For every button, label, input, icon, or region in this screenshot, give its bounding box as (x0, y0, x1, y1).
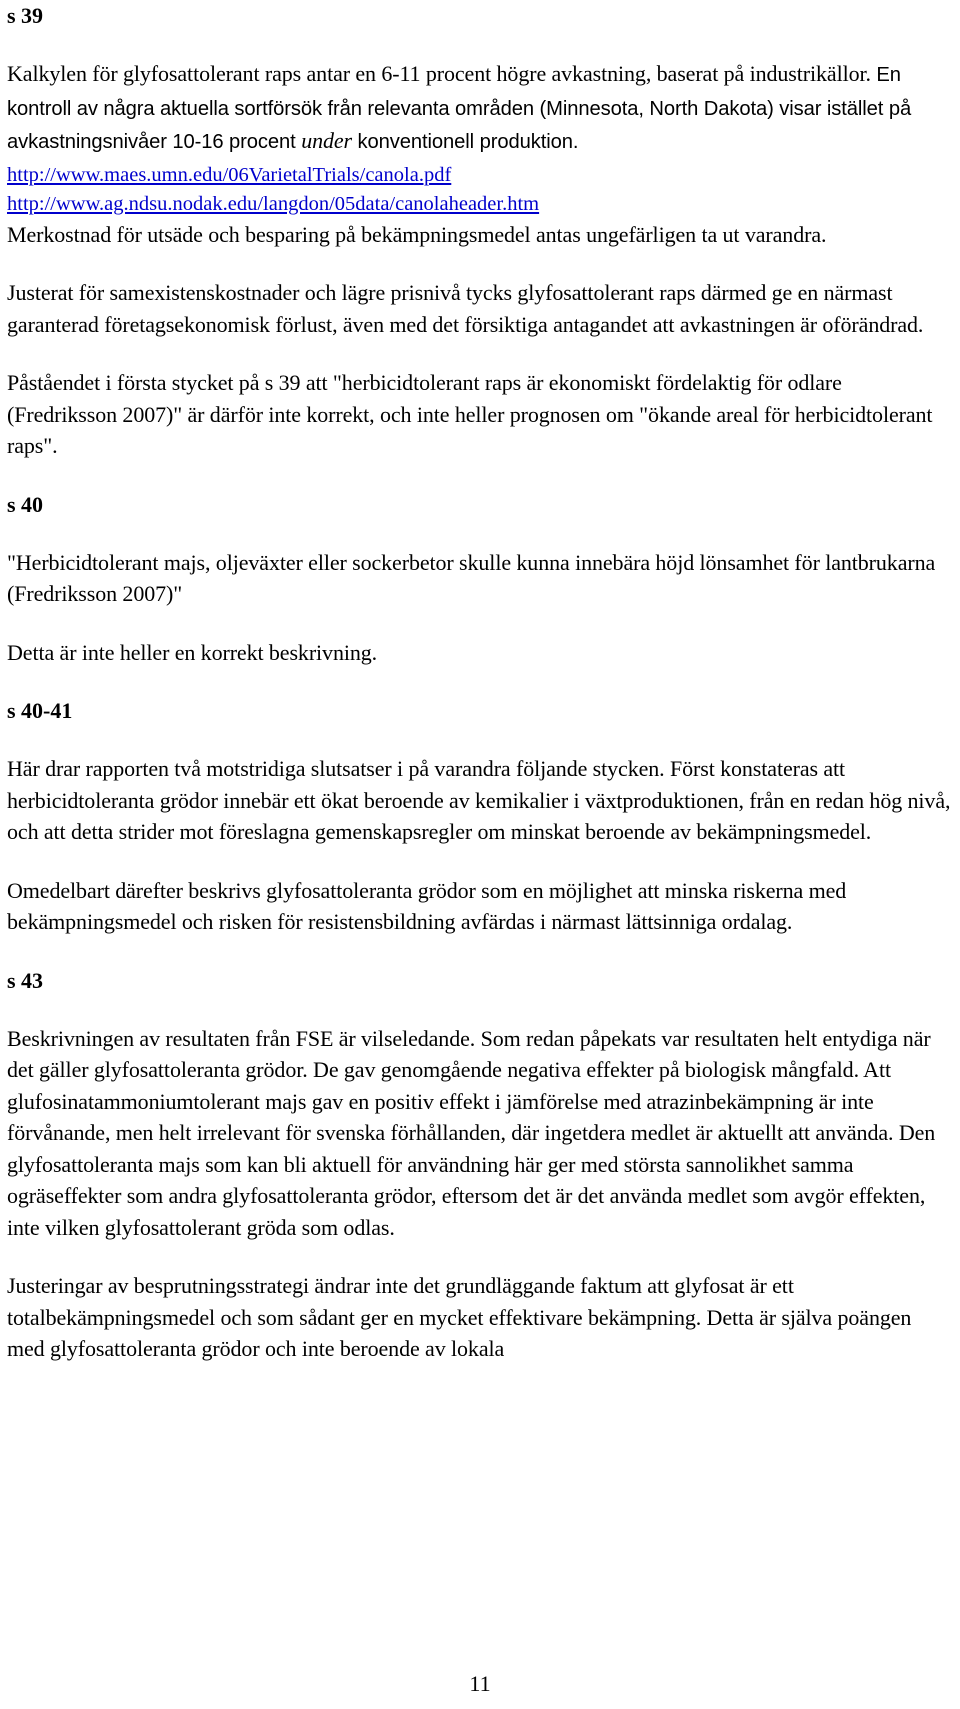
section-heading-s40: s 40 (7, 491, 44, 517)
link-maes-canola[interactable]: http://www.maes.umn.edu/06VarietalTrials/canola.pdf (7, 163, 452, 186)
paragraph-merkostnad: Merkostnad för utsäde och besparing på bekämpningsmedel antas ungefärligen ta ut varandra. (7, 221, 827, 247)
paragraph-herbicid-quote: "Herbicidtolerant majs, oljeväxter eller sockerbetor skulle kunna innebära höjd lönsamhet för lantbrukarna (Fredriksson 2007)" (7, 549, 936, 606)
intro-serif-text: Kalkylen för glyfosattolerant raps antar en 6-11 procent högre avkastning, baserat på industrikällor. (7, 61, 877, 86)
document-page (7, 0, 953, 1365)
paragraph-justerat: Justerat för samexistenskostnader och lägre prisnivå tycks glyfosattolerant raps därmed ge en närmast garanterad företagsekonomisk förlust, även med det försiktiga antagandet att avkastningen är oförändrad. (7, 280, 924, 337)
intro-paragraph (7, 58, 953, 159)
paragraph-detta: Detta är inte heller en korrekt beskrivning. (7, 639, 378, 665)
paragraph-har-drar: Här drar rapporten två motstridiga slutsatser i på varandra följande stycken. Först konstateras att herbicidtoleranta grödor innebär ett ökat beroende av kemikalier i växtproduktionen, från en redan hög nivå, och att detta strider mot föreslagna gemenskapsregler om minskat beroende av bekämpningsmedel. (7, 756, 951, 844)
link-line-2 (7, 190, 953, 219)
intro-sans-part-1: En kontroll av några aktuella sortförsök från relevanta områden (Minnesota, North Dakota) visar istället på avkastningsnivåer 10-16 procent (7, 64, 912, 153)
paragraph-omedelbart: Omedelbart därefter beskrivs glyfosattoleranta grödor som en möjlighet att minska riskerna med bekämpningsmedel och risken för resistensbildning avfärdas i närmast lättsinniga ordalag. (7, 877, 847, 934)
paragraph-pastaendet: Påståendet i första stycket på s 39 att "herbicidtolerant raps är ekonomiskt fördelaktig för odlare (Fredriksson 2007)" är därför inte korrekt, och inte heller prognosen om "ökande areal för herbicidtolerant raps". (7, 370, 933, 458)
paragraph-beskrivningen: Beskrivningen av resultaten från FSE är vilseledande. Som redan påpekats var resultaten helt entydiga när det gäller glyfosattoleranta grödor. De gav genomgående negativa effekter på biologisk mångfald. Att glufosinatammoniumtolerant majs gav en positiv effekt i jämförelse med atrazinbekämpning är inte förvånande, men helt irrelevant för svenska förhållanden, där ingetdera medlet är aktuellt att använda. Den glyfosattoleranta majs som kan bli aktuell för användning här ger med största sannolikhet samma ogräseffekter som andra glyfosattoleranta grödor, eftersom det är det använda medlet som avgör effekten, inte vilken glyfosattolerant gröda som odlas. (7, 1025, 936, 1240)
section-heading-s40-41: s 40-41 (7, 698, 73, 723)
link-ndsu-canola[interactable]: http://www.ag.ndsu.nodak.edu/langdon/05data/canolaheader.htm (7, 192, 540, 215)
section-heading-s39: s 39 (7, 3, 44, 28)
section-heading-s43: s 43 (7, 967, 44, 993)
paragraph-justeringar: Justeringar av besprutningsstrategi ändrar inte det grundläggande faktum att glyfosat är ett totalbekämpningsmedel och som sådant ger en mycket effektivare bekämpning. Detta är själva poängen med glyfosattoleranta grödor och inte beroende av lokala (7, 1273, 912, 1361)
intro-sans-part-2: konventionell produktion. (352, 131, 579, 153)
page-number: 11 (469, 1671, 491, 1696)
link-line-1 (7, 161, 953, 190)
intro-under-emphasis: under (301, 128, 353, 153)
